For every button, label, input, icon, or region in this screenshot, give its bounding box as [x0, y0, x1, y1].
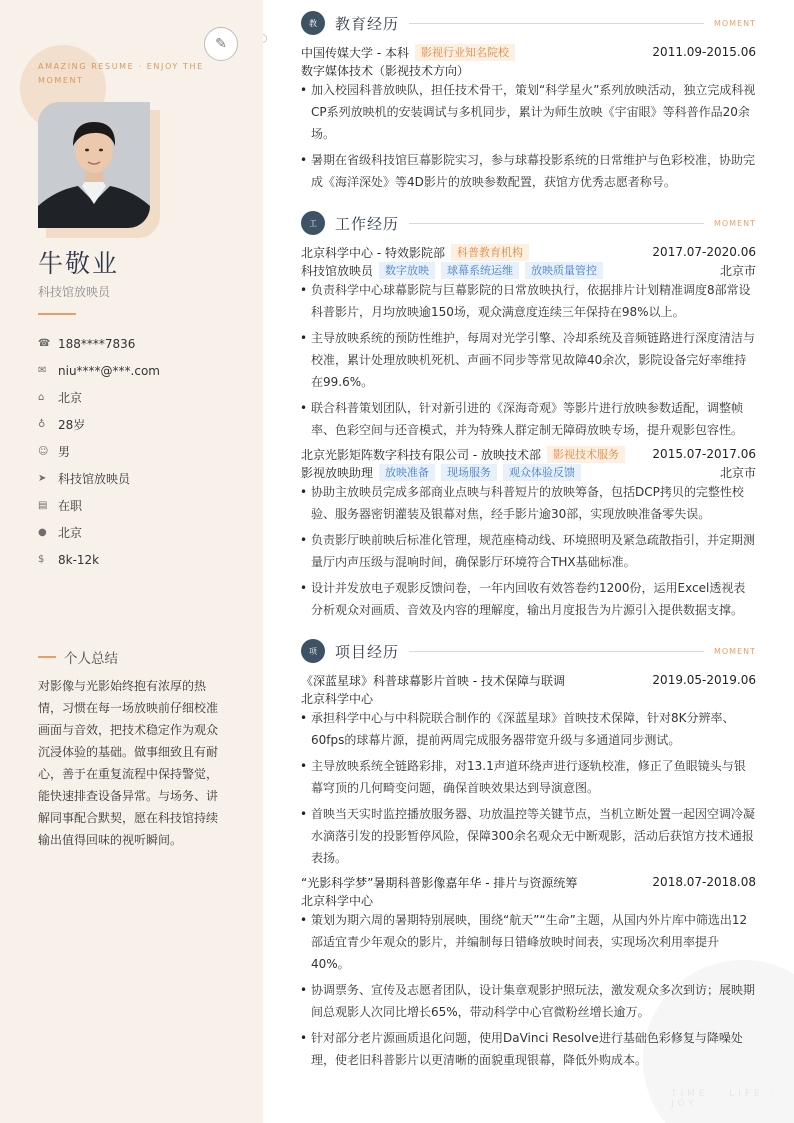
job-date: 2017.07-2020.06 — [652, 245, 756, 259]
tagline: AMAZING RESUME · ENJOY THE MOMENT — [38, 62, 204, 85]
company-tag: 影视技术服务 — [547, 446, 625, 463]
company-name: 北京光影矩阵数字科技有限公司 - 放映技术部 — [301, 447, 541, 462]
portrait-illustration — [38, 102, 150, 228]
project-org-row — [301, 689, 756, 707]
list-item: • 协调票务、宣传及志愿者团队，设计集章观影护照玩法，激发观众多次到访；展映期间总观影人次同比增长65%，带动科学中心官微粉丝增长逾万。 — [301, 979, 756, 1023]
skill-tag: 现场服务 — [441, 464, 497, 481]
job-role: 科技馆放映员 — [38, 285, 111, 299]
summary-title: 个人总结 — [64, 651, 118, 667]
project-row — [301, 671, 756, 689]
section-title: 工作经历 — [335, 214, 400, 233]
email-value: niu****@***.com — [58, 363, 160, 378]
briefcase-icon: ▤ — [38, 500, 48, 511]
sidebar — [0, 0, 263, 1123]
residence-value: 北京 — [58, 391, 83, 405]
project-org: 北京科学中心 — [301, 893, 374, 908]
profile-photo — [38, 102, 150, 228]
skill-tag: 数字放映 — [379, 262, 435, 279]
job-city: 北京市 — [719, 263, 756, 278]
full-name: 牛敬业 — [38, 249, 120, 278]
education-date: 2011.09-2015.06 — [652, 45, 756, 59]
home-icon: ⌂ — [38, 392, 45, 403]
skill-tag: 放映准备 — [379, 464, 435, 481]
position-title: 影视放映助理 — [301, 465, 374, 480]
project-date: 2019.05-2019.06 — [652, 673, 756, 687]
watermark: TIME · LIFE · JOY — [671, 1089, 778, 1109]
heading-bar — [38, 656, 56, 658]
project-bullets — [301, 909, 756, 1075]
info-salary — [38, 546, 253, 573]
project-org-row — [301, 891, 756, 909]
contact-info-list — [38, 330, 253, 573]
send-icon: ➤ — [38, 473, 47, 484]
list-item: • 负责影厅映前映后标准化管理，规范座椅动线、环境照明及紧急疏散指引，并定期测量厅内声压级与混响时间，确保影厅环境符合THX基础标准。 — [301, 529, 756, 573]
info-target-role — [38, 465, 253, 492]
company-tag: 科普教育机构 — [451, 244, 529, 261]
major-row — [301, 61, 756, 79]
age-value: 28岁 — [58, 418, 86, 432]
section-moment-label: MOMENT — [713, 646, 756, 656]
salary-icon: $ — [38, 554, 45, 565]
position-row — [301, 261, 756, 279]
list-item: • 首映当天实时监控播放服务器、功放温控等关键节点，当机立断处置一起因空调冷凝水滴落引发的投影暂停风险，保障300余名观众无中断观影，活动后获馆方技术通报表扬。 — [301, 803, 756, 869]
info-phone — [38, 330, 253, 357]
section-work-header — [301, 211, 756, 235]
major: 数字媒体技术（影视技术方向） — [301, 63, 470, 78]
project-name: “光影科学梦”暑期科普影像嘉年华 - 排片与资源统筹 — [301, 875, 578, 890]
section-title: 教育经历 — [335, 14, 400, 33]
list-item: • 暑期在省级科技馆巨幕影院实习，参与球幕投影系统的日常维护与色彩校准，协助完成《海洋深处》等4D影片的放映参数配置，获馆方优秀志愿者称号。 — [301, 149, 756, 193]
section-rule — [409, 223, 704, 224]
list-item: • 设计并发放电子观影反馈问卷，一年内回收有效答卷约1200份，运用Excel透视表分析观众对画质、音效及内容的理解度，输出月度报告为片源引入提供数据支撑。 — [301, 577, 756, 621]
list-item: • 承担科学中心与中科院联合制作的《深蓝星球》首映技术保障，针对8K分辨率、60fps的球幕片源，提前两周完成服务器带宽升级与多通道同步测试。 — [301, 707, 756, 751]
list-item: • 主导放映系统全链路彩排，对13.1声道环绕声进行逐轨校准，修正了鱼眼镜头与银幕穹顶的几何畸变问题，确保首映效果达到导演意图。 — [301, 755, 756, 799]
skill-tag: 放映质量管控 — [525, 262, 603, 279]
avatar — [38, 102, 160, 238]
school-name: 中国传媒大学 - 本科 — [301, 45, 409, 60]
section-moment-label: MOMENT — [713, 218, 756, 228]
target-role-value: 科技馆放映员 — [58, 472, 131, 486]
project-name: 《深蓝星球》科普球幕影片首映 - 技术保障与联调 — [301, 673, 565, 688]
job-row — [301, 243, 756, 261]
salary-value: 8k-12k — [58, 552, 100, 567]
job-date: 2015.07-2017.06 — [652, 447, 756, 461]
position-title: 科技馆放映员 — [301, 263, 374, 278]
cake-icon: ♁ — [38, 419, 46, 430]
section-badge: 教 — [301, 11, 325, 35]
section-rule — [409, 23, 704, 24]
section-badge: 项 — [301, 639, 325, 663]
info-email — [38, 357, 253, 384]
info-status — [38, 492, 253, 519]
section-title: 项目经历 — [335, 642, 400, 661]
project-row — [301, 873, 756, 891]
section-rule — [409, 651, 704, 652]
summary-heading — [38, 647, 118, 667]
location-pin-icon: ● — [38, 527, 47, 538]
divider — [38, 313, 76, 315]
skill-tag: 球幕系统运维 — [441, 262, 519, 279]
job-city: 北京市 — [719, 465, 756, 480]
info-age — [38, 411, 253, 438]
project-date: 2018.07-2018.08 — [652, 875, 756, 889]
location-value: 北京 — [58, 526, 83, 540]
list-item: • 联合科普策划团队，针对新引进的《深海奇观》等影片进行放映参数适配，调整帧率、色彩空间与还音模式，并为特殊人群定制无障碍放映专场，提升观影包容性。 — [301, 397, 756, 441]
school-tag: 影视行业知名院校 — [415, 44, 515, 61]
education-row — [301, 43, 756, 61]
list-item: • 策划为期六周的暑期特别展映，围绕“航天”“生命”主题，从国内外片库中筛选出12部适宜青少年观众的影片，并编制每日错峰放映时间表，实现场次利用率提升40%。 — [301, 909, 756, 975]
list-item: • 主导放映系统的预防性维护，每周对光学引擎、冷却系统及音频链路进行深度清洁与校准，累计处理放映机死机、声画不同步等常见故障40余次，影院设备完好率维持在99.6%。 — [301, 327, 756, 393]
main-content — [263, 0, 794, 1123]
section-projects-header — [301, 639, 756, 663]
pen-icon: ✎ — [204, 27, 238, 61]
status-value: 在职 — [58, 499, 83, 513]
list-item: • 负责科学中心球幕影院与巨幕影院的日常放映执行，依据排片计划精准调度8部常设科普影片，月均放映逾150场，观众满意度连续三年保持在98%以上。 — [301, 279, 756, 323]
list-item: • 加入校园科普放映队，担任技术骨干，策划“科学星火”系列放映活动，独立完成科视CP系列放映机的安装调试与多机同步，累计为师生放映《宇宙眼》等科普作品20余场。 — [301, 79, 756, 145]
gender-value: 男 — [58, 445, 71, 459]
job-bullets — [301, 481, 756, 625]
section-badge: 工 — [301, 211, 325, 235]
section-education-header — [301, 11, 756, 35]
gender-icon: ☺ — [38, 446, 49, 457]
job-bullets — [301, 279, 756, 445]
company-name: 北京科学中心 - 特效影院部 — [301, 245, 445, 260]
job-row — [301, 445, 756, 463]
info-gender — [38, 438, 253, 465]
position-row — [301, 463, 756, 481]
info-location — [38, 519, 253, 546]
phone-value: 188****7836 — [58, 336, 136, 351]
project-bullets — [301, 707, 756, 873]
education-bullets — [301, 79, 756, 197]
phone-icon: ☎ — [38, 338, 51, 349]
summary-text: 对影像与光影始终抱有浓厚的热情，习惯在每一场放映前仔细校准画面与音效，把技术稳定作为观众沉浸体验的基础。做事细致且有耐心，善于在重复流程中保持警觉，能快速排查设备异常。与场务、讲解同事配合默契，愿在科技馆持续输出值得回味的视听瞬间。 — [38, 679, 219, 847]
skill-tag: 观众体验反馈 — [503, 464, 581, 481]
list-item: • 针对部分老片源画质退化问题，使用DaVinci Resolve进行基础色彩修复与降噪处理，使老旧科普影片以更清晰的面貌重现银幕，降低外购成本。 — [301, 1027, 756, 1071]
section-moment-label: MOMENT — [713, 18, 756, 28]
info-residence — [38, 384, 253, 411]
mail-icon: ✉ — [38, 365, 47, 376]
list-item: • 协助主放映员完成多部商业点映与科普短片的放映筹备，包括DCP拷贝的完整性校验、服务器密钥灌装及银幕对焦，经手影片逾30部，实现放映准备零失误。 — [301, 481, 756, 525]
decorative-ring — [263, 34, 267, 43]
project-org: 北京科学中心 — [301, 691, 374, 706]
